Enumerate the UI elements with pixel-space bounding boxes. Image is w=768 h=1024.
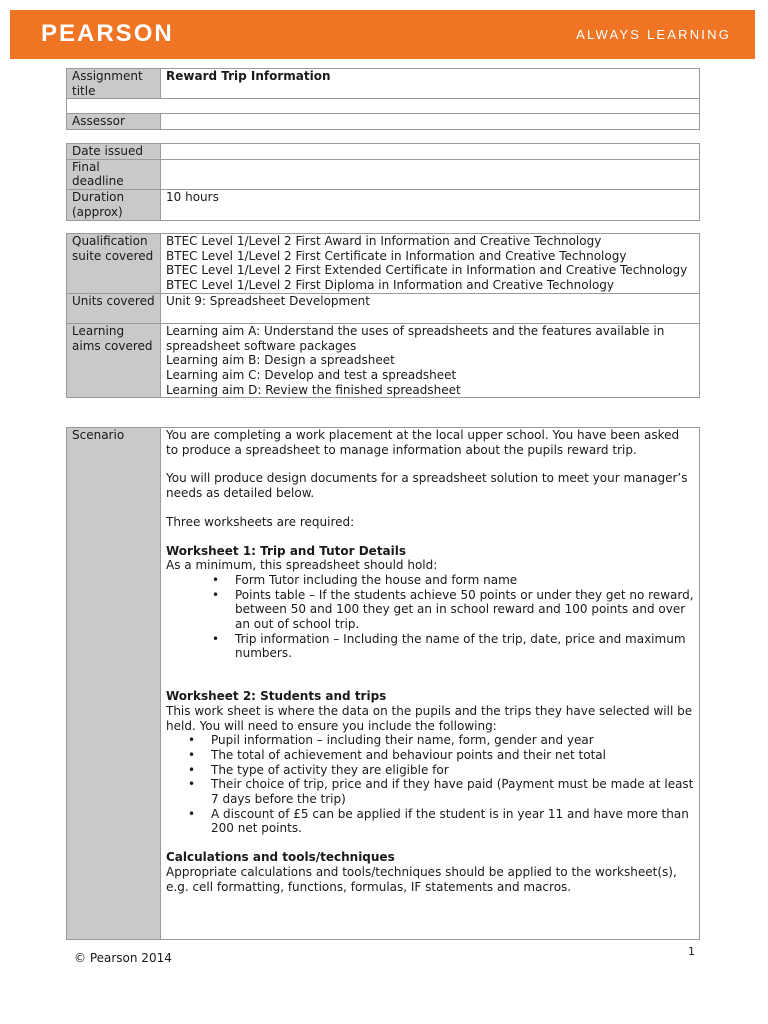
- learning-aim-line: Learning aim A: Understand the uses of spreadsheets and the features available in spreadsheet software packages: [166, 323, 665, 353]
- final-deadline-value: [161, 159, 700, 189]
- worksheet-1-intro: As a minimum, this spreadsheet should hold:: [166, 558, 438, 573]
- qualification-table: [66, 233, 700, 398]
- worksheet-2-heading: Worksheet 2: Students and trips: [166, 689, 387, 704]
- tagline: ALWAYS LEARNING: [576, 27, 731, 42]
- page-number: 1: [688, 945, 695, 958]
- scenario-table: [66, 427, 700, 940]
- list-item: • Their choice of trip, price and if they have paid (Payment must be made at least 7 days before the trip): [211, 777, 694, 806]
- scenario-paragraph: You are completing a work placement at the local upper school. You have been asked to produce a spreadsheet to manage information about the pupils reward trip.: [166, 428, 680, 457]
- worksheet-2-intro: This work sheet is where the data on the pupils and the trips they have selected will be held. You will need to ensure you include the following:: [166, 703, 693, 733]
- learning-aim-line: Learning aim C: Develop and test a spreadsheet: [166, 367, 457, 382]
- calculations-text: Appropriate calculations and tools/techniques should be applied to the worksheet(s), e.g. cell formatting, functions, formulas, IF statements and macros.: [166, 864, 677, 894]
- dates-table: [66, 143, 700, 221]
- calculations-heading: Calculations and tools/techniques: [166, 850, 395, 865]
- units-label: Units covered: [67, 293, 161, 323]
- qualification-suite-value: [161, 234, 700, 294]
- scenario-content: [161, 428, 700, 940]
- final-deadline-label: Final deadline: [67, 159, 161, 189]
- qualification-line: BTEC Level 1/Level 2 First Award in Information and Creative Technology: [166, 234, 602, 248]
- duration-label: Duration (approx): [67, 190, 161, 220]
- copyright: © Pearson 2014: [74, 951, 172, 965]
- assignment-title-value: Reward Trip Information: [161, 69, 700, 99]
- duration-value: 10 hours: [161, 190, 700, 220]
- worksheet-2-list: [211, 733, 694, 836]
- assignment-title-label: Assignment title: [67, 69, 161, 99]
- learning-aims-label: Learning aims covered: [67, 323, 161, 398]
- assignment-table: [66, 68, 700, 130]
- list-item: • The type of activity they are eligible for: [211, 763, 694, 778]
- scenario-paragraph: You will produce design documents for a spreadsheet solution to meet your manager’s needs as detailed below.: [166, 471, 688, 501]
- list-item: • Points table – If the students achieve 50 points or under they get no reward, between 50 and 100 they get an in school reward and 100 points and over an out of school trip.: [235, 588, 694, 632]
- worksheet-1-heading: Worksheet 1: Trip and Tutor Details: [166, 543, 407, 558]
- date-issued-value: [161, 144, 700, 160]
- qualification-line: BTEC Level 1/Level 2 First Diploma in Information and Creative Technology: [166, 278, 615, 293]
- list-item: • A discount of £5 can be applied if the student is in year 11 and have more than 200 net points.: [211, 807, 694, 836]
- qualification-line: BTEC Level 1/Level 2 First Extended Certificate in Information and Creative Technology: [166, 263, 688, 278]
- worksheet-1-list: [235, 573, 694, 661]
- list-item: • Trip information – Including the name of the trip, date, price and maximum numbers.: [235, 632, 694, 661]
- list-item: • Form Tutor including the house and form name: [235, 573, 694, 588]
- pearson-logo: PEARSON: [41, 20, 174, 47]
- date-issued-label: Date issued: [67, 144, 161, 160]
- assessor-value: [161, 114, 700, 130]
- list-item: • The total of achievement and behaviour points and their net total: [211, 748, 694, 763]
- qualification-line: BTEC Level 1/Level 2 First Certificate in Information and Creative Technology: [166, 248, 627, 263]
- assessor-label: Assessor: [67, 114, 161, 130]
- learning-aims-value: [161, 323, 700, 398]
- scenario-label: Scenario: [67, 428, 161, 940]
- list-item: • Pupil information – including their name, form, gender and year: [211, 733, 694, 748]
- learning-aim-line: Learning aim B: Design a spreadsheet: [166, 353, 395, 368]
- learning-aim-line: Learning aim D: Review the finished spreadsheet: [166, 382, 461, 397]
- units-value: Unit 9: Spreadsheet Development: [161, 293, 700, 323]
- qualification-suite-label: Qualification suite covered: [67, 234, 161, 294]
- scenario-paragraph: Three worksheets are required:: [166, 514, 355, 529]
- pearson-banner: [10, 10, 755, 59]
- spacer-row: [67, 99, 700, 114]
